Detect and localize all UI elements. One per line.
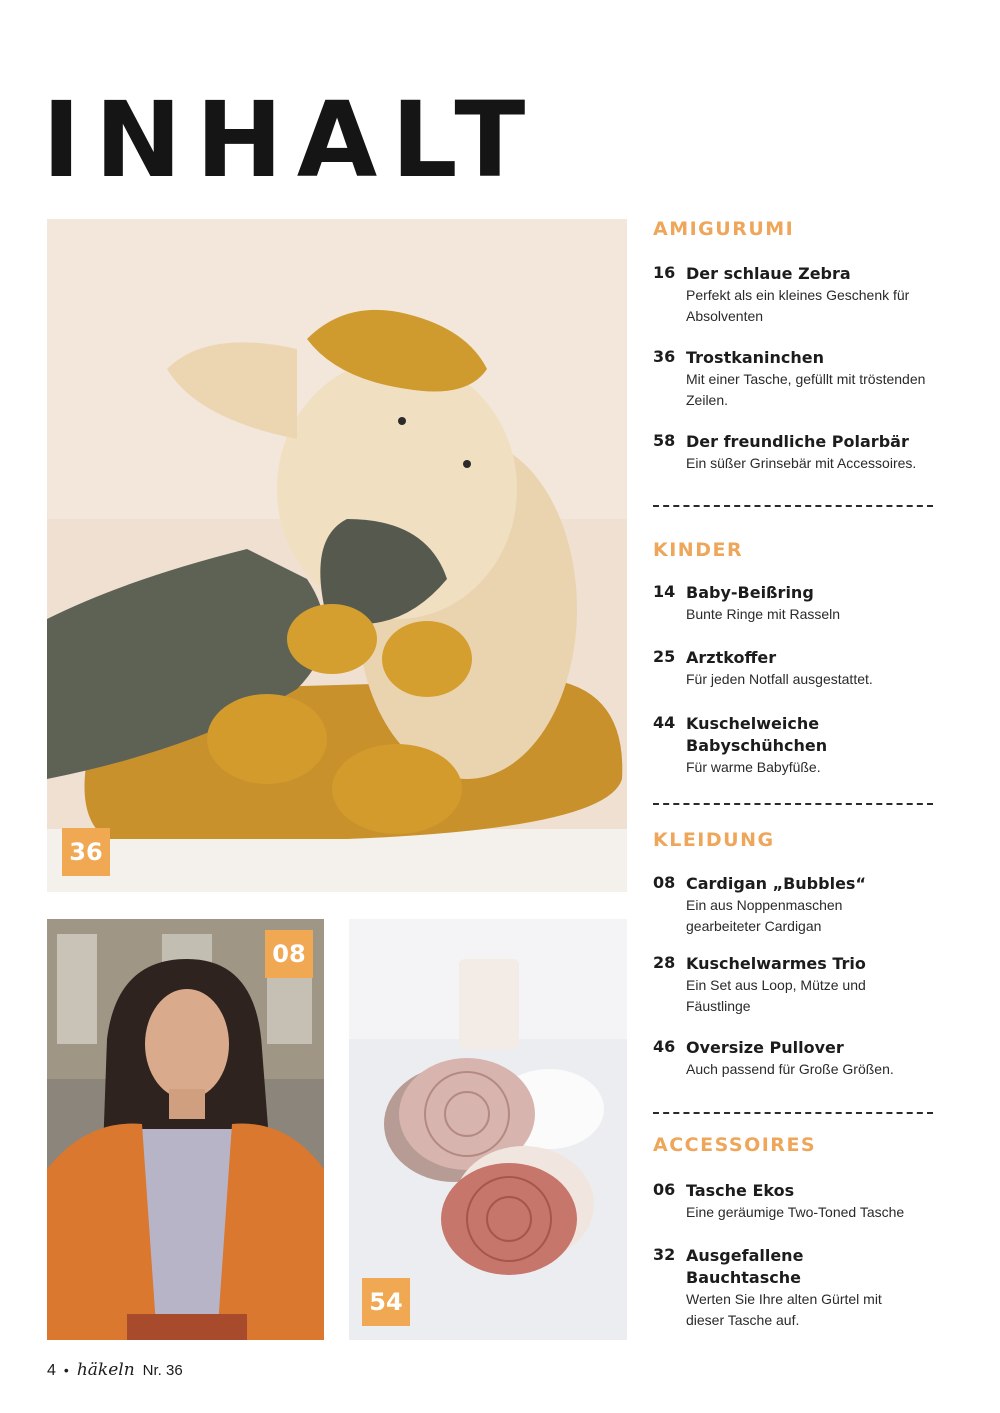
toc-entry-title: Tasche Ekos xyxy=(686,1181,795,1200)
section-heading-amigurumi: AMIGURUMI xyxy=(653,218,795,240)
toc-entry[interactable] xyxy=(653,1037,943,1080)
section-heading-kleidung: KLEIDUNG xyxy=(653,829,775,851)
toc-entry-title: Kuschelwarmes Trio xyxy=(686,954,866,973)
toc-page-number: 36 xyxy=(653,347,676,366)
section-divider xyxy=(653,803,933,805)
toc-entry[interactable] xyxy=(653,647,943,690)
toc-entry[interactable] xyxy=(653,953,903,1017)
bunny-plush-photo xyxy=(47,219,627,892)
section-heading-kinder: KINDER xyxy=(653,539,744,561)
toc-entry-title: Oversize Pullover xyxy=(686,1038,844,1057)
toc-entry-description: Bunte Ringe mit Rasseln xyxy=(686,606,841,622)
toc-page-number: 25 xyxy=(653,647,676,666)
footer-page-number: 4 xyxy=(47,1362,56,1379)
page-badge-36: 36 xyxy=(62,828,110,876)
toc-entry-title: Kuschelweiche Babyschühchen xyxy=(686,714,828,755)
toc-entry-description: Perfekt als ein kleines Geschenk für Absolventen xyxy=(686,287,910,324)
toc-entry-title: Cardigan „Bubbles“ xyxy=(686,874,866,893)
toc-page-number: 14 xyxy=(653,582,676,601)
toc-page-number: 32 xyxy=(653,1245,676,1264)
toc-entry-description: Ein aus Noppenmaschen gearbeiteter Cardigan xyxy=(686,897,843,934)
toc-page-number: 06 xyxy=(653,1180,676,1199)
toc-page-number: 46 xyxy=(653,1037,676,1056)
footer-bullet: • xyxy=(63,1362,69,1378)
magazine-logo: häkeln xyxy=(76,1360,135,1380)
crochet-pads-photo xyxy=(349,919,627,1340)
toc-page-number: 08 xyxy=(653,873,676,892)
toc-entry[interactable] xyxy=(653,263,943,327)
toc-entry-description: Ein Set aus Loop, Mütze und Fäustlinge xyxy=(686,977,866,1014)
issue-number: Nr. 36 xyxy=(142,1362,183,1379)
toc-entry-description: Ein süßer Grinsebär mit Accessoires. xyxy=(686,455,917,471)
toc-page-number: 16 xyxy=(653,263,676,282)
toc-entry-title: Arztkoffer xyxy=(686,648,777,667)
toc-entry-title: Ausgefallene Bauchtasche xyxy=(686,1246,804,1287)
toc-page-number: 28 xyxy=(653,953,676,972)
section-divider xyxy=(653,1112,933,1114)
toc-page-number: 44 xyxy=(653,713,676,732)
toc-entry-description: Für warme Babyfüße. xyxy=(686,759,821,775)
toc-entry-description: Mit einer Tasche, gefüllt mit tröstenden Zeilen. xyxy=(686,371,926,408)
toc-entry[interactable] xyxy=(653,713,853,778)
toc-entry-title: Der schlaue Zebra xyxy=(686,264,851,283)
toc-page-number: 58 xyxy=(653,431,676,450)
section-divider xyxy=(653,505,933,507)
page-badge-54: 54 xyxy=(362,1278,410,1326)
page-title: INHALT xyxy=(42,79,540,201)
section-heading-accessoires: ACCESSOIRES xyxy=(653,1134,817,1156)
toc-entry[interactable] xyxy=(653,873,883,937)
toc-entry-description: Auch passend für Große Größen. xyxy=(686,1061,894,1077)
page-footer xyxy=(47,1360,183,1380)
toc-entry[interactable] xyxy=(653,1180,943,1223)
toc-entry-title: Trostkaninchen xyxy=(686,348,825,367)
toc-entry-title: Der freundliche Polarbär xyxy=(686,432,909,451)
toc-entry-description: Eine geräumige Two-Toned Tasche xyxy=(686,1204,905,1220)
toc-entry-description: Werten Sie Ihre alten Gürtel mit dieser Tasche auf. xyxy=(686,1291,882,1328)
toc-entry[interactable] xyxy=(653,582,943,625)
toc-entry[interactable] xyxy=(653,347,943,411)
page-badge-08: 08 xyxy=(265,930,313,978)
toc-entry[interactable] xyxy=(653,1245,913,1331)
toc-entry[interactable] xyxy=(653,431,943,474)
toc-entry-description: Für jeden Notfall ausgestattet. xyxy=(686,671,873,687)
woman-cardigan-photo xyxy=(47,919,324,1340)
toc-entry-title: Baby-Beißring xyxy=(686,583,814,602)
